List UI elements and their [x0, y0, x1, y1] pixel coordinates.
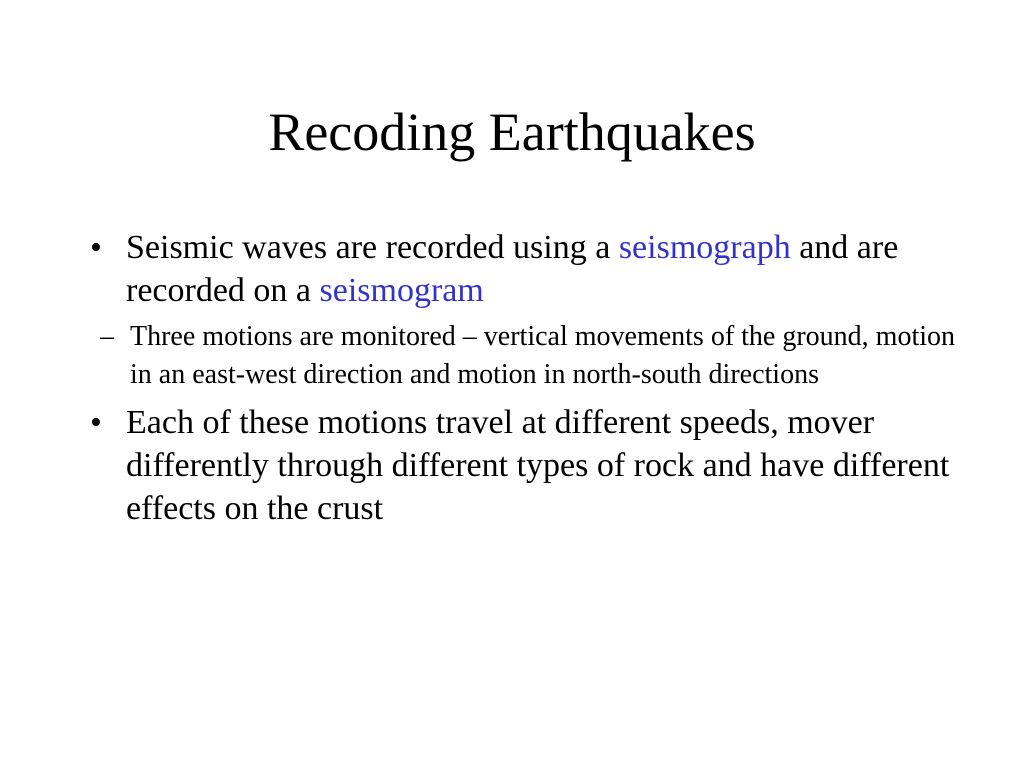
sub-bullet-text: Three motions are monitored – vertical movements of the ground, motion in an east-west direction and motion in north-south directions [130, 321, 956, 390]
bullet-text-part: and are recorded on a [126, 229, 899, 309]
bullet-text [126, 229, 898, 309]
sub-bullet-list [84, 318, 964, 394]
bullet-item [84, 226, 964, 312]
bullet-marker: • [90, 229, 102, 266]
sub-bullet-container [84, 318, 964, 394]
sub-bullet-marker: – [100, 321, 114, 352]
bullet-text: Each of these motions travel at different speeds, mover differently through different types of rock and have different effects on the crust [126, 404, 950, 527]
bullet-text-part: Seismic waves are recorded using a [126, 229, 619, 266]
slide-title: Recoding Earthquakes [268, 102, 756, 162]
sub-bullet-item [84, 318, 964, 394]
bullet-marker: • [90, 404, 102, 441]
bullet-list [84, 226, 964, 536]
term-seismograph: seismograph [618, 229, 791, 266]
term-seismogram: seismogram [319, 272, 484, 309]
bullet-item [84, 401, 964, 530]
